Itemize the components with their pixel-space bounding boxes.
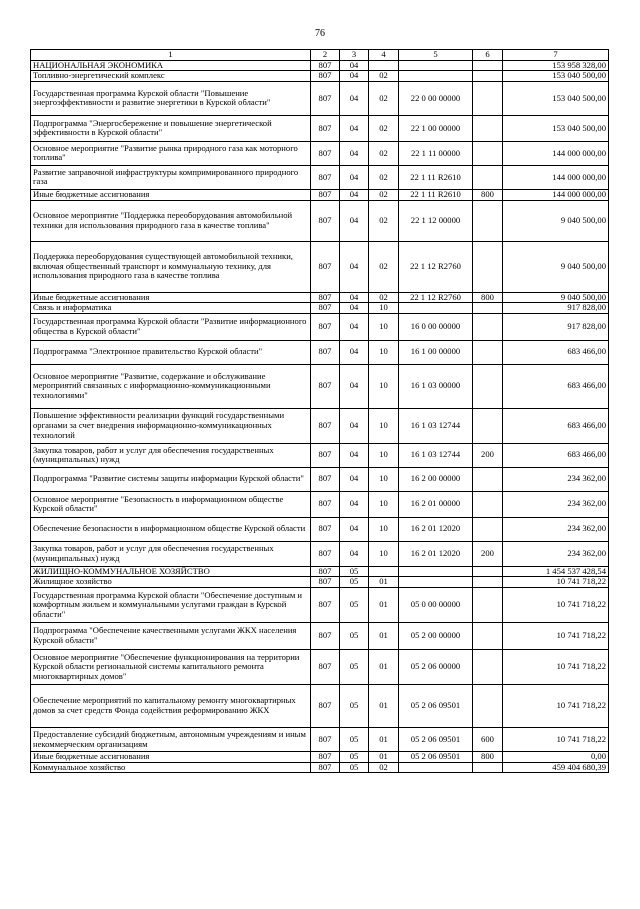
row-ministry-code: 807 bbox=[311, 71, 340, 82]
row-target-article: 05 2 06 09501 bbox=[399, 728, 473, 752]
row-amount: 459 404 680,39 bbox=[503, 762, 609, 773]
row-target-article: 16 0 00 00000 bbox=[399, 313, 473, 340]
row-amount: 234 362,00 bbox=[503, 517, 609, 541]
row-amount: 144 000 000,00 bbox=[503, 141, 609, 165]
table-row bbox=[31, 115, 609, 141]
row-amount: 683 466,00 bbox=[503, 340, 609, 364]
row-section-code: 05 bbox=[340, 728, 369, 752]
row-ministry-code: 807 bbox=[311, 541, 340, 566]
row-target-article bbox=[399, 577, 473, 588]
row-ministry-code: 807 bbox=[311, 685, 340, 728]
row-amount: 153 040 500,00 bbox=[503, 81, 609, 115]
row-section-code: 05 bbox=[340, 762, 369, 773]
row-name: Жилищное хозяйство bbox=[31, 577, 311, 588]
row-target-article: 22 1 12 R2760 bbox=[399, 241, 473, 292]
table-row bbox=[31, 189, 609, 200]
row-section-code: 05 bbox=[340, 588, 369, 623]
row-name: Закупка товаров, работ и услуг для обеспечения государственных (муниципальных) нужд bbox=[31, 541, 311, 566]
row-expense-type bbox=[473, 71, 503, 82]
row-target-article: 22 0 00 00000 bbox=[399, 81, 473, 115]
row-expense-type: 800 bbox=[473, 189, 503, 200]
row-section-code: 04 bbox=[340, 189, 369, 200]
row-expense-type: 800 bbox=[473, 752, 503, 763]
row-amount: 683 466,00 bbox=[503, 364, 609, 408]
row-target-article: 16 1 03 12744 bbox=[399, 408, 473, 443]
row-section-code: 04 bbox=[340, 467, 369, 491]
table-row bbox=[31, 685, 609, 728]
row-section-code: 04 bbox=[340, 541, 369, 566]
row-section-code: 04 bbox=[340, 165, 369, 189]
budget-table bbox=[30, 49, 609, 773]
row-expense-type bbox=[473, 577, 503, 588]
table-row bbox=[31, 313, 609, 340]
row-name: Основное мероприятие "Обеспечение функционирования на территории Курской области региональной системы капитального ремонта многоквартирных домов" bbox=[31, 650, 311, 685]
row-expense-type bbox=[473, 303, 503, 314]
row-subsection-code bbox=[369, 566, 399, 577]
row-section-code: 04 bbox=[340, 115, 369, 141]
row-expense-type bbox=[473, 81, 503, 115]
row-target-article: 22 1 00 00000 bbox=[399, 115, 473, 141]
row-section-code: 05 bbox=[340, 650, 369, 685]
row-expense-type bbox=[473, 115, 503, 141]
row-ministry-code: 807 bbox=[311, 491, 340, 517]
row-section-code: 04 bbox=[340, 364, 369, 408]
page-number: 76 bbox=[315, 28, 325, 39]
column-number: 2 bbox=[311, 50, 340, 61]
row-amount: 153 040 500,00 bbox=[503, 115, 609, 141]
column-number: 6 bbox=[473, 50, 503, 61]
row-expense-type bbox=[473, 60, 503, 71]
row-target-article bbox=[399, 566, 473, 577]
table-row bbox=[31, 577, 609, 588]
row-section-code: 04 bbox=[340, 517, 369, 541]
row-target-article bbox=[399, 60, 473, 71]
row-section-code: 04 bbox=[340, 292, 369, 303]
row-name: Иные бюджетные ассигнования bbox=[31, 752, 311, 763]
row-ministry-code: 807 bbox=[311, 141, 340, 165]
row-ministry-code: 807 bbox=[311, 566, 340, 577]
row-target-article: 16 1 00 00000 bbox=[399, 340, 473, 364]
row-subsection-code: 10 bbox=[369, 340, 399, 364]
table-row bbox=[31, 762, 609, 773]
row-subsection-code: 02 bbox=[369, 189, 399, 200]
row-amount: 917 828,00 bbox=[503, 303, 609, 314]
row-name: ЖИЛИЩНО-КОММУНАЛЬНОЕ ХОЗЯЙСТВО bbox=[31, 566, 311, 577]
row-expense-type bbox=[473, 588, 503, 623]
row-name: Основное мероприятие "Поддержка переоборудования автомобильной техники для использования природного газа в качестве топлива" bbox=[31, 200, 311, 241]
row-subsection-code: 02 bbox=[369, 165, 399, 189]
row-target-article: 16 2 00 00000 bbox=[399, 467, 473, 491]
row-ministry-code: 807 bbox=[311, 313, 340, 340]
row-section-code: 04 bbox=[340, 313, 369, 340]
table-row bbox=[31, 340, 609, 364]
row-name: Закупка товаров, работ и услуг для обеспечения государственных (муниципальных) нужд bbox=[31, 443, 311, 467]
row-name: Государственная программа Курской области "Обеспечение доступным и комфортным жильем и коммунальными услугами граждан в Курской области" bbox=[31, 588, 311, 623]
row-subsection-code: 02 bbox=[369, 81, 399, 115]
row-amount: 153 040 500,00 bbox=[503, 71, 609, 82]
row-section-code: 04 bbox=[340, 60, 369, 71]
row-section-code: 05 bbox=[340, 577, 369, 588]
row-ministry-code: 807 bbox=[311, 364, 340, 408]
row-subsection-code: 01 bbox=[369, 685, 399, 728]
row-name: Поддержка переоборудования существующей автомобильной техники, включая общественный транспорт и коммунальную технику, для использования природного газа в качестве топлива bbox=[31, 241, 311, 292]
column-number: 4 bbox=[369, 50, 399, 61]
table-row bbox=[31, 241, 609, 292]
row-subsection-code: 02 bbox=[369, 141, 399, 165]
row-ministry-code: 807 bbox=[311, 189, 340, 200]
row-target-article: 22 1 12 00000 bbox=[399, 200, 473, 241]
row-subsection-code: 10 bbox=[369, 541, 399, 566]
row-amount: 144 000 000,00 bbox=[503, 189, 609, 200]
row-section-code: 04 bbox=[340, 200, 369, 241]
table-row bbox=[31, 200, 609, 241]
row-ministry-code: 807 bbox=[311, 303, 340, 314]
row-ministry-code: 807 bbox=[311, 650, 340, 685]
row-expense-type bbox=[473, 566, 503, 577]
row-subsection-code: 02 bbox=[369, 115, 399, 141]
table-row bbox=[31, 443, 609, 467]
budget-table-body bbox=[31, 50, 609, 773]
row-amount: 917 828,00 bbox=[503, 313, 609, 340]
row-amount: 1 454 537 428,54 bbox=[503, 566, 609, 577]
row-section-code: 05 bbox=[340, 566, 369, 577]
table-row bbox=[31, 467, 609, 491]
row-name: Государственная программа Курской области "Развитие информационного общества в Курской области" bbox=[31, 313, 311, 340]
row-amount: 10 741 718,22 bbox=[503, 650, 609, 685]
row-name: Основное мероприятие "Развитие рынка природного газа как моторного топлива" bbox=[31, 141, 311, 165]
table-row bbox=[31, 81, 609, 115]
row-name: Коммунальное хозяйство bbox=[31, 762, 311, 773]
row-expense-type: 200 bbox=[473, 443, 503, 467]
row-amount: 234 362,00 bbox=[503, 467, 609, 491]
row-amount: 10 741 718,22 bbox=[503, 588, 609, 623]
table-row bbox=[31, 364, 609, 408]
row-expense-type bbox=[473, 467, 503, 491]
row-subsection-code: 02 bbox=[369, 71, 399, 82]
row-amount: 10 741 718,22 bbox=[503, 685, 609, 728]
row-subsection-code: 10 bbox=[369, 303, 399, 314]
row-expense-type bbox=[473, 340, 503, 364]
row-name: НАЦИОНАЛЬНАЯ ЭКОНОМИКА bbox=[31, 60, 311, 71]
row-ministry-code: 807 bbox=[311, 577, 340, 588]
row-expense-type bbox=[473, 762, 503, 773]
row-expense-type bbox=[473, 408, 503, 443]
row-amount: 234 362,00 bbox=[503, 491, 609, 517]
row-ministry-code: 807 bbox=[311, 292, 340, 303]
row-subsection-code: 10 bbox=[369, 408, 399, 443]
table-row bbox=[31, 566, 609, 577]
row-subsection-code: 10 bbox=[369, 364, 399, 408]
row-ministry-code: 807 bbox=[311, 165, 340, 189]
row-target-article: 16 1 03 00000 bbox=[399, 364, 473, 408]
table-row bbox=[31, 517, 609, 541]
table-row bbox=[31, 408, 609, 443]
row-expense-type bbox=[473, 517, 503, 541]
row-ministry-code: 807 bbox=[311, 115, 340, 141]
column-number: 5 bbox=[399, 50, 473, 61]
table-row bbox=[31, 752, 609, 763]
row-ministry-code: 807 bbox=[311, 81, 340, 115]
row-name: Обеспечение мероприятий по капитальному ремонту многоквартирных домов за счет средств Фонда содействия реформированию ЖКХ bbox=[31, 685, 311, 728]
row-subsection-code: 10 bbox=[369, 491, 399, 517]
row-amount: 234 362,00 bbox=[503, 541, 609, 566]
table-row bbox=[31, 303, 609, 314]
row-target-article: 16 1 03 12744 bbox=[399, 443, 473, 467]
row-name: Повышение эффективности реализации функций государственными органами за счет внедрения информационно-коммуникационных технологий bbox=[31, 408, 311, 443]
row-name: Подпрограмма "Развитие системы защиты информации Курской области" bbox=[31, 467, 311, 491]
row-subsection-code: 02 bbox=[369, 292, 399, 303]
row-name: Обеспечение безопасности в информационном обществе Курской области bbox=[31, 517, 311, 541]
row-name: Связь и информатика bbox=[31, 303, 311, 314]
row-amount: 0,00 bbox=[503, 752, 609, 763]
table-row bbox=[31, 588, 609, 623]
table-row bbox=[31, 541, 609, 566]
column-number: 1 bbox=[31, 50, 311, 61]
row-ministry-code: 807 bbox=[311, 762, 340, 773]
row-ministry-code: 807 bbox=[311, 623, 340, 650]
row-name: Основное мероприятие "Развитие, содержание и обслуживание мероприятий связанных с информационно-коммуникационными технологиями" bbox=[31, 364, 311, 408]
row-amount: 9 040 500,00 bbox=[503, 241, 609, 292]
row-target-article: 05 0 00 00000 bbox=[399, 588, 473, 623]
row-section-code: 05 bbox=[340, 685, 369, 728]
row-expense-type bbox=[473, 364, 503, 408]
table-row bbox=[31, 491, 609, 517]
row-ministry-code: 807 bbox=[311, 60, 340, 71]
row-section-code: 04 bbox=[340, 241, 369, 292]
row-subsection-code: 01 bbox=[369, 650, 399, 685]
row-amount: 10 741 718,22 bbox=[503, 623, 609, 650]
row-subsection-code: 01 bbox=[369, 752, 399, 763]
row-target-article: 22 1 11 R2610 bbox=[399, 189, 473, 200]
row-target-article bbox=[399, 71, 473, 82]
row-name: Подпрограмма "Энергосбережение и повышение энергетической эффективности в Курской области" bbox=[31, 115, 311, 141]
table-row bbox=[31, 60, 609, 71]
table-row bbox=[31, 165, 609, 189]
row-amount: 10 741 718,22 bbox=[503, 577, 609, 588]
row-name: Иные бюджетные ассигнования bbox=[31, 189, 311, 200]
row-expense-type bbox=[473, 165, 503, 189]
row-section-code: 04 bbox=[340, 81, 369, 115]
row-target-article: 05 2 06 09501 bbox=[399, 752, 473, 763]
row-subsection-code: 10 bbox=[369, 517, 399, 541]
row-target-article: 16 2 01 00000 bbox=[399, 491, 473, 517]
row-target-article: 05 2 06 09501 bbox=[399, 685, 473, 728]
column-number: 7 bbox=[503, 50, 609, 61]
table-row bbox=[31, 728, 609, 752]
row-section-code: 04 bbox=[340, 408, 369, 443]
row-amount: 683 466,00 bbox=[503, 408, 609, 443]
row-ministry-code: 807 bbox=[311, 340, 340, 364]
table-row bbox=[31, 292, 609, 303]
row-subsection-code bbox=[369, 60, 399, 71]
row-name: Государственная программа Курской области "Повышение энергоэффективности и развитие энергетики в Курской области" bbox=[31, 81, 311, 115]
row-name: Развитие заправочной инфраструктуры компримированного природного газа bbox=[31, 165, 311, 189]
row-name: Иные бюджетные ассигнования bbox=[31, 292, 311, 303]
row-ministry-code: 807 bbox=[311, 752, 340, 763]
row-amount: 144 000 000,00 bbox=[503, 165, 609, 189]
row-amount: 153 958 328,00 bbox=[503, 60, 609, 71]
row-subsection-code: 01 bbox=[369, 623, 399, 650]
row-target-article: 22 1 11 R2610 bbox=[399, 165, 473, 189]
row-expense-type bbox=[473, 141, 503, 165]
column-number-row bbox=[31, 50, 609, 61]
row-subsection-code: 10 bbox=[369, 313, 399, 340]
row-target-article: 16 2 01 12020 bbox=[399, 541, 473, 566]
row-expense-type: 600 bbox=[473, 728, 503, 752]
row-subsection-code: 10 bbox=[369, 443, 399, 467]
row-target-article: 22 1 11 00000 bbox=[399, 141, 473, 165]
row-target-article: 05 2 00 00000 bbox=[399, 623, 473, 650]
row-ministry-code: 807 bbox=[311, 241, 340, 292]
row-target-article bbox=[399, 303, 473, 314]
row-name: Подпрограмма "Электронное правительство Курской области" bbox=[31, 340, 311, 364]
row-subsection-code: 01 bbox=[369, 728, 399, 752]
column-number: 3 bbox=[340, 50, 369, 61]
row-subsection-code: 01 bbox=[369, 588, 399, 623]
row-section-code: 05 bbox=[340, 752, 369, 763]
table-row bbox=[31, 141, 609, 165]
row-subsection-code: 02 bbox=[369, 200, 399, 241]
row-subsection-code: 02 bbox=[369, 241, 399, 292]
row-expense-type bbox=[473, 313, 503, 340]
row-subsection-code: 01 bbox=[369, 577, 399, 588]
row-expense-type bbox=[473, 241, 503, 292]
row-expense-type: 800 bbox=[473, 292, 503, 303]
row-target-article: 22 1 12 R2760 bbox=[399, 292, 473, 303]
table-row bbox=[31, 71, 609, 82]
row-section-code: 04 bbox=[340, 303, 369, 314]
row-expense-type bbox=[473, 685, 503, 728]
table-row bbox=[31, 623, 609, 650]
row-amount: 9 040 500,00 bbox=[503, 200, 609, 241]
row-target-article: 05 2 06 00000 bbox=[399, 650, 473, 685]
row-subsection-code: 02 bbox=[369, 762, 399, 773]
row-section-code: 04 bbox=[340, 443, 369, 467]
row-section-code: 04 bbox=[340, 491, 369, 517]
row-section-code: 04 bbox=[340, 71, 369, 82]
row-name: Предоставление субсидий бюджетным, автономным учреждениям и иным некоммерческим организациям bbox=[31, 728, 311, 752]
row-section-code: 04 bbox=[340, 141, 369, 165]
row-name: Основное мероприятие "Безопасность в информационном обществе Курской области" bbox=[31, 491, 311, 517]
row-amount: 683 466,00 bbox=[503, 443, 609, 467]
row-ministry-code: 807 bbox=[311, 200, 340, 241]
row-subsection-code: 10 bbox=[369, 467, 399, 491]
row-ministry-code: 807 bbox=[311, 588, 340, 623]
row-ministry-code: 807 bbox=[311, 467, 340, 491]
row-expense-type bbox=[473, 491, 503, 517]
row-name: Подпрограмма "Обеспечение качественными услугами ЖКХ населения Курской области" bbox=[31, 623, 311, 650]
row-expense-type bbox=[473, 623, 503, 650]
table-row bbox=[31, 650, 609, 685]
row-ministry-code: 807 bbox=[311, 443, 340, 467]
row-amount: 10 741 718,22 bbox=[503, 728, 609, 752]
row-amount: 9 040 500,00 bbox=[503, 292, 609, 303]
row-section-code: 04 bbox=[340, 340, 369, 364]
row-name: Топливно-энергетический комплекс bbox=[31, 71, 311, 82]
row-target-article bbox=[399, 762, 473, 773]
row-section-code: 05 bbox=[340, 623, 369, 650]
row-expense-type bbox=[473, 200, 503, 241]
row-target-article: 16 2 01 12020 bbox=[399, 517, 473, 541]
row-expense-type: 200 bbox=[473, 541, 503, 566]
row-ministry-code: 807 bbox=[311, 517, 340, 541]
row-ministry-code: 807 bbox=[311, 408, 340, 443]
row-ministry-code: 807 bbox=[311, 728, 340, 752]
row-expense-type bbox=[473, 650, 503, 685]
